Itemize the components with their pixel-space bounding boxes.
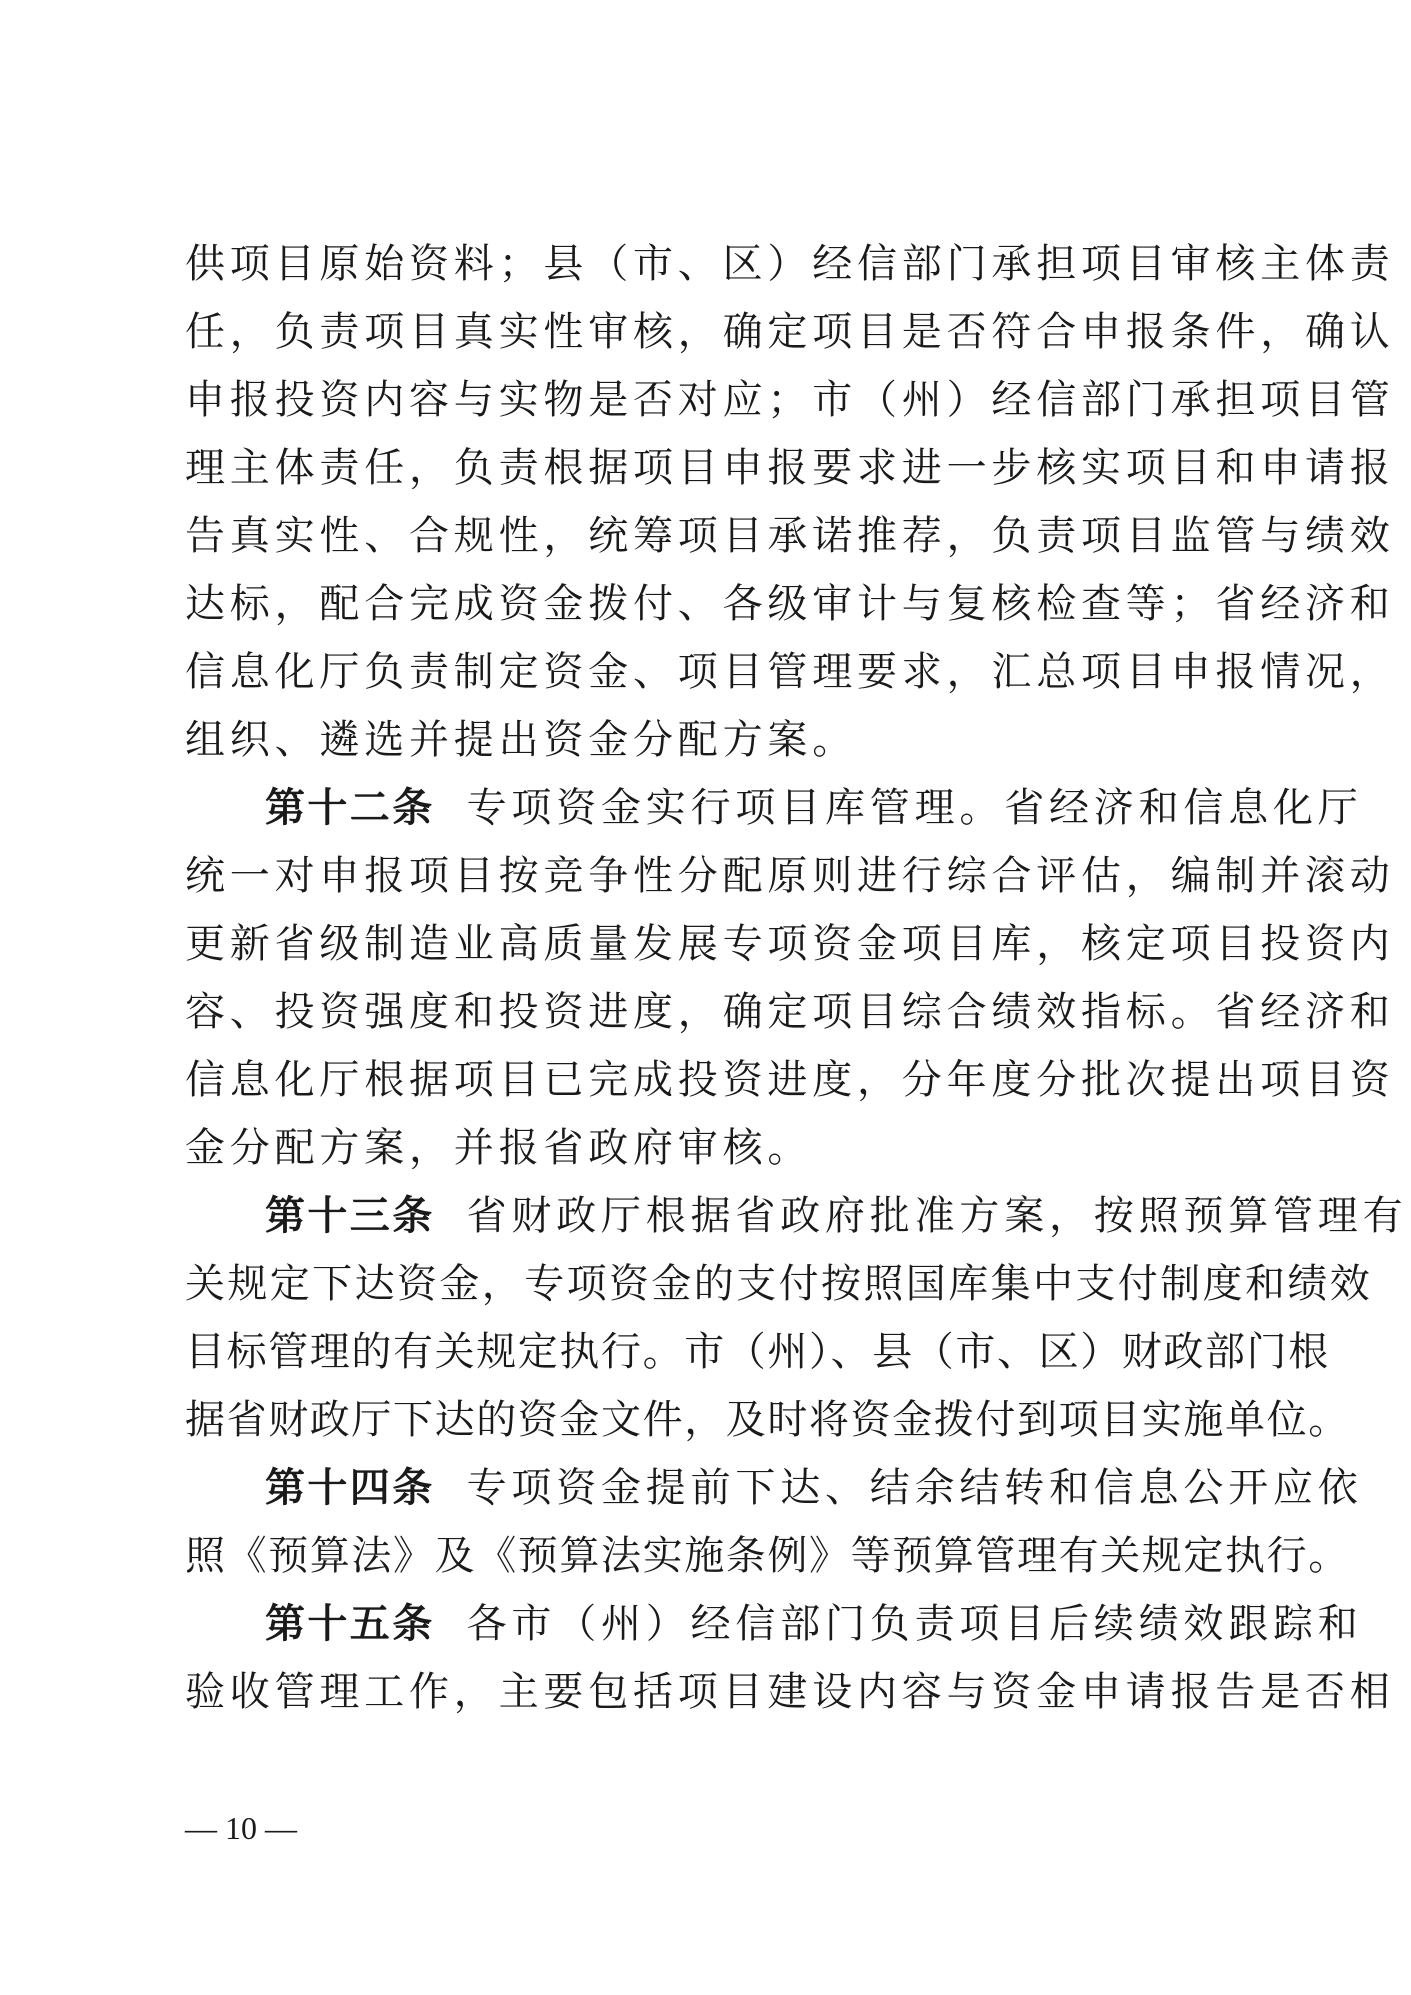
text-line: 任，负责项目真实性审核，确定项目是否符合申报条件，确认: [185, 309, 1395, 355]
text-line: 据省财政厅下达的资金文件，及时将资金拨付到项目实施单位。: [185, 1397, 1350, 1443]
article-heading: 第十五条: [265, 1601, 435, 1647]
text-line: 理主体责任，负责根据项目申报要求进一步核实项目和申请报: [185, 445, 1395, 491]
article-first-line: [185, 1590, 1363, 1658]
text-line: 金分配方案，并报省政府审核。: [185, 1125, 813, 1171]
article-first-line: [185, 1182, 1408, 1250]
article-first-line: [185, 774, 1363, 842]
article-heading: 第十三条: [265, 1193, 435, 1239]
document-body: [185, 230, 1408, 1726]
text-line: 统一对申报项目按竞争性分配原则进行综合评估，编制并滚动: [185, 853, 1395, 899]
text-line: 信息化厅负责制定资金、项目管理要求，汇总项目申报情况，: [185, 649, 1395, 695]
text-line: 验收管理工作，主要包括项目建设内容与资金申请报告是否相: [185, 1669, 1395, 1715]
article-12: [185, 774, 1395, 1182]
text-line: 容、投资强度和投资进度，确定项目综合绩效指标。省经济和: [185, 989, 1395, 1035]
article-14: [185, 1454, 1363, 1590]
text-line: 供项目原始资料；县（市、区）经信部门承担项目审核主体责: [185, 241, 1395, 287]
page-number: — 10 —: [185, 1810, 297, 1846]
article-13: [185, 1182, 1408, 1454]
article-text: 省财政厅根据省政府批准方案，按照预算管理有: [466, 1193, 1408, 1239]
article-heading: 第十二条: [265, 785, 435, 831]
article-text: 专项资金实行项目库管理。省经济和信息化厅: [466, 785, 1363, 831]
article-heading: 第十四条: [265, 1465, 435, 1511]
text-line: 信息化厅根据项目已完成投资进度，分年度分批次提出项目资: [185, 1057, 1395, 1103]
text-line: 关规定下达资金，专项资金的支付按照国库集中支付制度和绩效: [185, 1261, 1373, 1307]
article-text: 专项资金提前下达、结余结转和信息公开应依: [466, 1465, 1363, 1511]
text-line: 达标，配合完成资金拨付、各级审计与复核检查等；省经济和: [185, 581, 1395, 627]
text-line: 照《预算法》及《预算法实施条例》等预算管理有关规定执行。: [185, 1533, 1350, 1579]
paragraph-intro: [185, 230, 1395, 774]
article-first-line: [185, 1454, 1363, 1522]
text-line: 申报投资内容与实物是否对应；市（州）经信部门承担项目管: [185, 377, 1395, 423]
text-line: 组织、遴选并提出资金分配方案。: [185, 717, 857, 763]
text-line: 更新省级制造业高质量发展专项资金项目库，核定项目投资内: [185, 921, 1395, 967]
text-line: 目标管理的有关规定执行。市（州）、县（市、区）财政部门根: [185, 1329, 1330, 1375]
text-line: 告真实性、合规性，统筹项目承诺推荐，负责项目监管与绩效: [185, 513, 1395, 559]
article-text: 各市（州）经信部门负责项目后续绩效跟踪和: [466, 1601, 1363, 1647]
article-15: [185, 1590, 1395, 1726]
